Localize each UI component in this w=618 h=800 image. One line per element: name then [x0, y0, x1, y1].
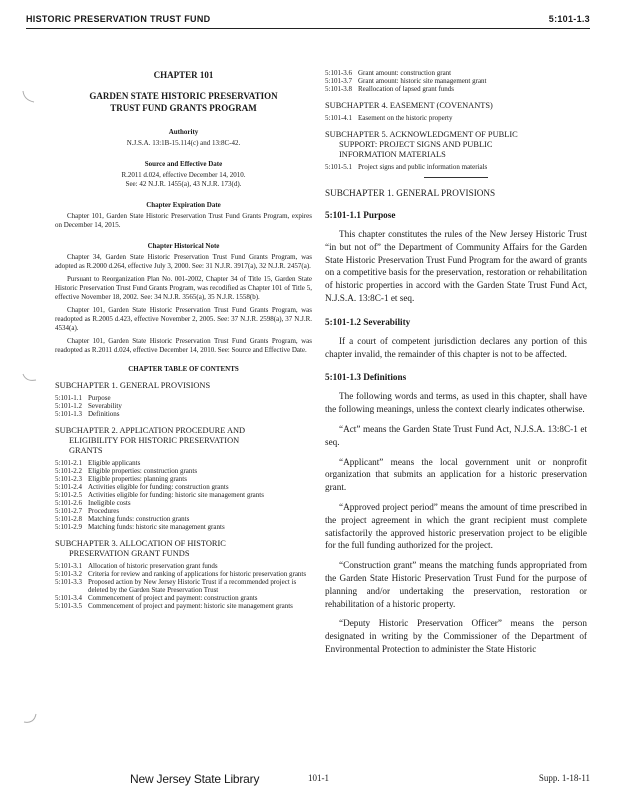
toc-section-title: Reallocation of lapsed grant funds [358, 85, 455, 93]
toc-entry [55, 594, 312, 602]
history-note: Chapter 34, Garden State Historic Preservation Trust Fund Grants Program, was adopted as R.2000 d.264, effective July 3, 2000. See: 31 N.J.R. 3917(a), 32 N.J.R. 2457(a). [55, 253, 312, 270]
toc-section-number: 5:101-5.1 [325, 163, 353, 171]
right-column [325, 70, 587, 656]
section-text-purpose: This chapter constitutes the rules of the New Jersey Historic Trust “in but not of” the Department of Community Affairs for the Garden State Historic Preservation Trust Fund Program for the award of grants on a competitive basis for the preservation, restoration or rehabilitation of historic properties in accord with the Garden State Trust Fund Act, N.J.S.A. 13:8C-1 et seq. [325, 229, 587, 303]
toc-section-number: 5:101-3.6 [325, 69, 353, 77]
toc-section-title: Eligible applicants [88, 459, 141, 467]
toc-section-number: 5:101-3.4 [55, 594, 83, 602]
margin-scribble-icon [20, 370, 42, 388]
definition-approved-project-period: “Approved project period” means the amount of time prescribed in the project agreement in which the grant recipient must complete satisfactorily the approved historic preservation project to be eligible for the full funding authorized for the project. [325, 501, 587, 551]
toc-entry [55, 523, 312, 531]
section-heading-purpose: 5:101-1.1 Purpose [325, 210, 396, 220]
toc-entry [55, 499, 312, 507]
toc-section-title: Matching funds: historic site management grants [88, 523, 225, 531]
toc-heading: CHAPTER TABLE OF CONTENTS [128, 365, 239, 373]
authority-heading: Authority [168, 128, 199, 136]
subchapter-line: INFORMATION MATERIALS [339, 150, 446, 159]
toc-list [325, 69, 587, 93]
subchapter-line: SUBCHAPTER 3. ALLOCATION OF HISTORIC [55, 539, 226, 548]
toc-section-number: 5:101-3.7 [325, 77, 353, 85]
section-text-severability: If a court of competent jurisdiction declares any portion of this chapter invalid, the remainder of this chapter is not to be affected. [325, 335, 587, 359]
toc-list [325, 114, 587, 122]
toc-entry [55, 475, 312, 483]
subchapter-line: SUBCHAPTER 5. ACKNOWLEDGMENT OF PUBLIC [325, 130, 518, 139]
toc-entry [55, 570, 312, 578]
toc-section-number: 5:101-2.8 [55, 515, 83, 523]
toc-section-title: Severability [88, 402, 122, 410]
source-heading: Source and Effective Date [144, 160, 223, 168]
toc-entry [55, 602, 312, 610]
toc-section-title: Activities eligible for funding: historic site management grants [88, 491, 264, 499]
toc-section-title: Criteria for review and ranking of applications for historic preservation grants [88, 570, 307, 578]
subchapter-line: SUPPORT: PROJECT SIGNS AND PUBLIC [339, 140, 493, 149]
header-section: 5:101-1.3 [548, 14, 590, 24]
toc-entry [325, 114, 587, 122]
toc-list [55, 394, 312, 418]
library-watermark: New Jersey State Library [130, 772, 260, 786]
subchapter-line: ELIGIBILITY FOR HISTORIC PRESERVATION [69, 436, 240, 445]
toc-section-title: Project signs and public information materials [358, 163, 488, 171]
chapter-title-line: TRUST FUND GRANTS PROGRAM [110, 103, 257, 113]
toc-section-number: 5:101-2.6 [55, 499, 83, 507]
toc-section-title: Procedures [88, 507, 120, 515]
header-title: HISTORIC PRESERVATION TRUST FUND [26, 14, 211, 24]
section-heading-definitions: 5:101-1.3 Definitions [325, 372, 407, 383]
toc-section-title: Grant amount: historic site management grant [358, 77, 487, 85]
subchapter-1-body-heading: SUBCHAPTER 1. GENERAL PROVISIONS [325, 188, 496, 198]
toc-section-title: Allocation of historic preservation grant funds [88, 562, 218, 570]
toc-section-number: 5:101-2.1 [55, 459, 83, 467]
page-footer [0, 772, 618, 788]
subchapter-5-heading [325, 130, 587, 160]
toc-section-title: Matching funds: construction grants [88, 515, 190, 523]
toc-entry [325, 85, 587, 93]
toc-list [55, 459, 312, 531]
toc-section-number: 5:101-2.4 [55, 483, 83, 491]
history-note: Chapter 101, Garden State Historic Preservation Trust Fund Grants Program, was readopted as R.2011 d.024, effective December 14, 2010. See: Source and Effective Date. [55, 337, 312, 354]
toc-section-number: 5:101-3.2 [55, 570, 83, 578]
expiration-heading: Chapter Expiration Date [146, 201, 221, 209]
section-heading-severability: 5:101-1.2 Severability [325, 316, 411, 327]
toc-section-number: 5:101-2.5 [55, 491, 83, 499]
expiration-text: Chapter 101, Garden State Historic Preservation Trust Fund Grants Program, expires on December 14, 2015. [55, 212, 312, 229]
toc-section-title: Definitions [88, 410, 120, 418]
toc-entry [55, 467, 312, 475]
chapter-title-line: GARDEN STATE HISTORIC PRESERVATION [89, 91, 278, 101]
toc-section-number: 5:101-3.3 [55, 578, 83, 586]
toc-section-title: Eligible properties: planning grants [88, 475, 187, 483]
chapter-title [55, 90, 312, 114]
subchapter-2-heading [55, 426, 312, 456]
toc-section-number: 5:101-3.5 [55, 602, 83, 610]
supplement-date: Supp. 1-18-11 [538, 773, 590, 783]
subchapter-line: SUBCHAPTER 2. APPLICATION PROCEDURE AND [55, 426, 246, 435]
toc-section-number: 5:101-3.8 [325, 85, 353, 93]
margin-scribble-icon [20, 710, 42, 728]
left-column [55, 70, 312, 610]
definition-act: “Act” means the Garden State Trust Fund Act, N.J.S.A. 13:8C-1 et seq. [325, 423, 587, 447]
toc-entry [55, 483, 312, 491]
toc-section-title: Ineligible costs [88, 499, 131, 507]
toc-section-title: Eligible properties: construction grants [88, 467, 198, 475]
history-note: Chapter 101, Garden State Historic Preservation Trust Fund Grants Program, was readopted as R.2005 d.423, effective November 2, 2005. See: 37 N.J.R. 2598(a), 37 N.J.R. 4534(a). [55, 306, 312, 332]
toc-section-title: Easement on the historic property [358, 114, 453, 122]
toc-list [325, 163, 587, 171]
toc-entry [55, 410, 312, 418]
toc-entry [55, 507, 312, 515]
toc-section-number: 5:101-2.7 [55, 507, 83, 515]
toc-entry [55, 459, 312, 467]
margin-scribble-icon [20, 88, 42, 106]
toc-section-number: 5:101-2.3 [55, 475, 83, 483]
toc-section-number: 5:101-1.3 [55, 410, 83, 418]
subchapter-1-heading: SUBCHAPTER 1. GENERAL PROVISIONS [55, 381, 211, 390]
toc-section-number: 5:101-3.1 [55, 562, 83, 570]
definition-applicant: “Applicant” means the local government unit or nonprofit organization that submits an application for a historic preservation grant. [325, 456, 587, 493]
toc-entry [55, 491, 312, 499]
toc-entry [55, 402, 312, 410]
toc-entry [55, 578, 312, 594]
toc-entry [55, 515, 312, 523]
toc-section-title: Activities eligible for funding: construction grants [88, 483, 229, 491]
definition-deputy-officer: “Deputy Historic Preservation Officer” means the person designated in writing by the Commissioner of the Department of Environmental Protection to administer the State Historic [325, 618, 587, 654]
subchapter-line: GRANTS [69, 446, 103, 455]
history-note: Pursuant to Reorganization Plan No. 001-2002, Chapter 34 of Title 15, Garden State Historic Preservation Trust Fund Grants Program, was recodified as Chapter 101 of Title 5, effective November 18, 2002. See: 34 N.J.R. 3565(a), 35 N.J.R. 1558(b). [55, 275, 312, 301]
toc-section-title: Commencement of project and payment: historic site management grants [88, 602, 293, 610]
toc-entry [325, 69, 587, 77]
authority-text: N.J.S.A. 13:1B-15.114(c) and 13:8C-42. [126, 139, 241, 147]
toc-entry [325, 77, 587, 85]
toc-list [55, 562, 312, 610]
toc-section-number: 5:101-1.2 [55, 402, 83, 410]
toc-section-number: 5:101-4.1 [325, 114, 353, 122]
toc-section-number: 5:101-2.9 [55, 523, 83, 531]
toc-section-title: Grant amount: construction grant [358, 69, 452, 77]
subchapter-4-heading: SUBCHAPTER 4. EASEMENT (COVENANTS) [325, 101, 493, 110]
page-number: 101-1 [308, 773, 329, 783]
history-heading: Chapter Historical Note [147, 242, 220, 250]
subchapter-3-heading [55, 539, 312, 559]
divider [424, 177, 488, 178]
toc-section-title: Proposed action by New Jersey Historic Trust if a recommended project is deleted by the Garden State Preservation Trust [88, 578, 297, 594]
running-header [26, 10, 590, 29]
toc-section-title: Commencement of project and payment: construction grants [88, 594, 258, 602]
toc-section-number: 5:101-2.2 [55, 467, 83, 475]
subchapter-line: PRESERVATION GRANT FUNDS [69, 549, 190, 558]
chapter-number: CHAPTER 101 [153, 70, 214, 80]
source-text: See: 42 N.J.R. 1455(a), 43 N.J.R. 173(d). [125, 180, 242, 188]
definition-construction-grant: “Construction grant” means the matching funds appropriated from the Garden State Historic Preservation Trust Fund for the purpose of planning and/or undertaking the preservation, restoration or rehabilitation of a historic property. [325, 560, 587, 609]
toc-section-title: Purpose [88, 394, 111, 402]
toc-entry [55, 394, 312, 402]
toc-entry [325, 163, 587, 171]
source-text: R.2011 d.024, effective December 14, 2010. [121, 171, 246, 179]
toc-section-number: 5:101-1.1 [55, 394, 83, 402]
toc-entry [55, 562, 312, 570]
section-text-definitions: The following words and terms, as used in this chapter, shall have the following meanings, unless the context clearly indicates otherwise. [325, 391, 587, 415]
